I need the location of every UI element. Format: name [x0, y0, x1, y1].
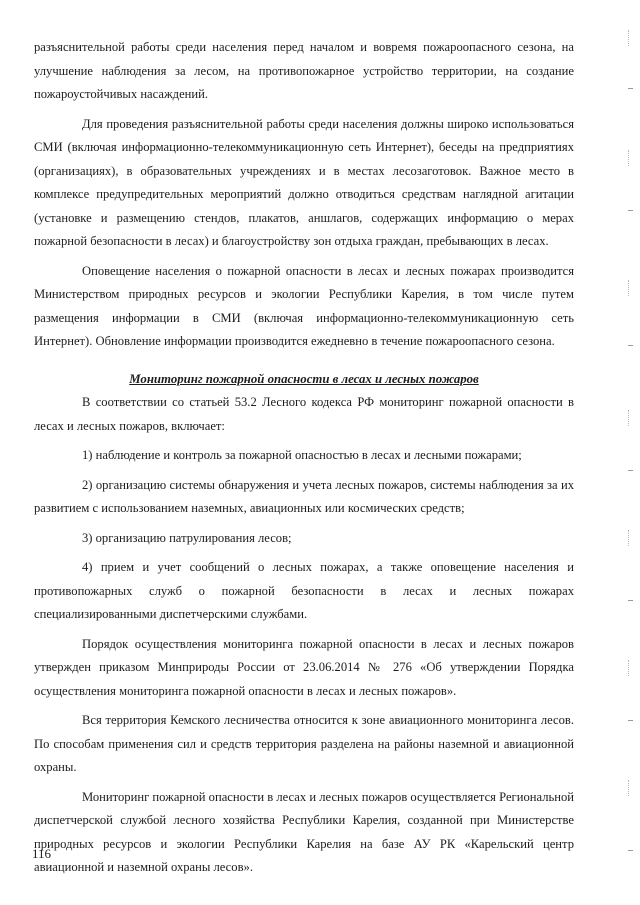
paragraph: В соответствии со статьей 53.2 Лесного кодекса РФ мониторинг пожарной опасности в лесах и лесных пожаров, включает: [34, 395, 574, 433]
paragraph: разъяснительной работы среди населения перед началом и вовремя пожароопасного сезона, на улучшение наблюдения за лесом, на противопожарное устройство территории, на создание пожароустойчивых насаждений. [34, 40, 574, 101]
paragraph: Вся территория Кемского лесничества относится к зоне авиационного мониторинга лесов. По способам применения сил и средств территория разделена на районы наземной и авиационной охраны. [34, 713, 574, 774]
list-item: 1) наблюдение и контроль за пожарной опасностью в лесах и лесными пожарами; [82, 448, 522, 462]
page-number: 116 [32, 846, 52, 861]
document-body [34, 36, 574, 880]
list-item: 3) организацию патрулирования лесов; [82, 530, 292, 545]
scan-edge-marks [626, 0, 636, 905]
list-item: 4) прием и учет сообщений о лесных пожарах, а также оповещение населения и противопожарных служб о пожарной безопасности в лесах и лесных пожарах специализированными диспетчерскими службами. [34, 560, 574, 621]
list-item: 2) организацию системы обнаружения и учета лесных пожаров, системы наблюдения за их развитием с использованием наземных, авиационных или космических средств; [34, 477, 574, 515]
paragraph: Мониторинг пожарной опасности в лесах и лесных пожаров осуществляется Региональной диспетчерской службой лесного хозяйства Республики Карелия, созданной при Министерстве природных ресурсов и экологии Республики Карелия на базе АУ РК «Карельский центр авиационной и наземной охраны лесов». [34, 789, 574, 874]
section-heading: Мониторинг пожарной опасности в лесах и лесных пожаров [129, 371, 479, 386]
paragraph: Порядок осуществления мониторинга пожарной опасности в лесах и лесных пожаров утвержден приказом Минприроды России от 23.06.2014 № 276 «Об утверждении Порядка осуществления мониторинга пожарной опасности в лесах и лесных пожаров». [34, 636, 574, 698]
paragraph: Для проведения разъяснительной работы среди населения должны широко использоваться СМИ (включая информационно-телекоммуникационную сеть Интернет), беседы на предприятиях (организациях), в образовательных учреждениях и в местах лесозаготовок. Важное место в комплексе предупредительных мероприятий должно отводиться средствам наглядной агитации (установке и размещению стендов, плакатов, аншлагов, содержащих информацию о мерах пожарной безопасности в лесах) и благоустройству зон отдыха граждан, пребывающих в лесах. [34, 116, 574, 248]
paragraph: Оповещение населения о пожарной опасности в лесах и лесных пожарах производится Министерством природных ресурсов и экологии Республики Карелия, в том числе путем размещения информации в СМИ (включая информационно-телекоммуникационную сеть Интернет). Обновление информации производится ежедневно в течение пожароопасного сезона. [34, 263, 574, 348]
